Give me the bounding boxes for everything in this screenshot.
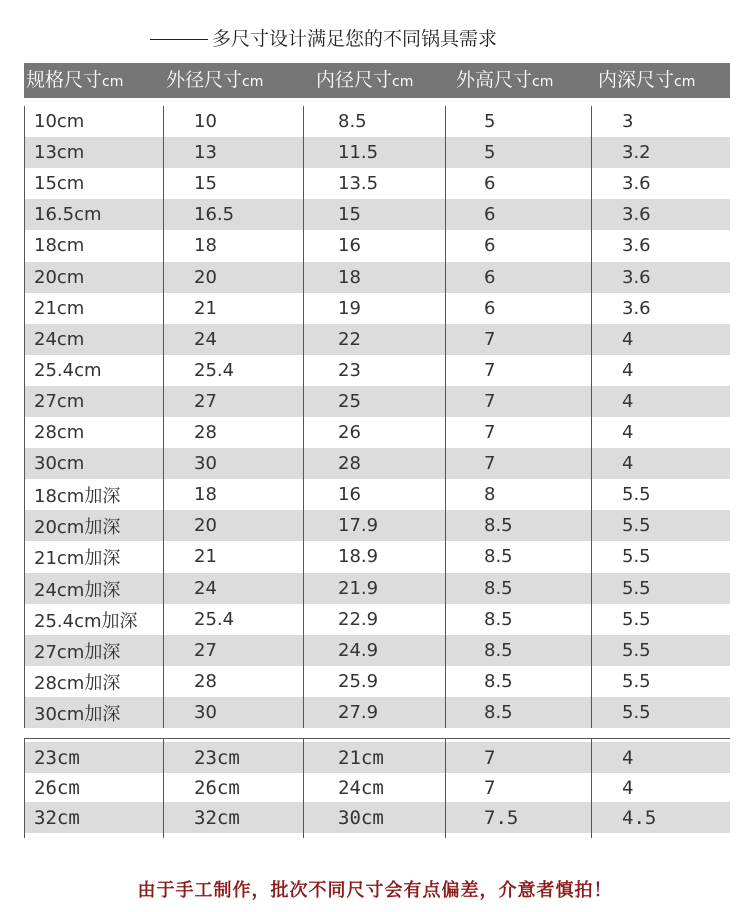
- spec-cell: 21cm: [34, 298, 85, 319]
- inner-diameter-cell: 21cm: [338, 746, 384, 769]
- column-divider: [591, 738, 592, 838]
- table-row: [24, 802, 730, 833]
- spec-cell: 27cm加深: [34, 641, 121, 663]
- spec-cell: 25.4cm加深: [34, 610, 138, 632]
- table-row: [24, 573, 730, 604]
- outer-diameter-cell: 24: [194, 578, 217, 599]
- table-row: [24, 106, 730, 137]
- inner-diameter-cell: 24cm: [338, 776, 384, 799]
- outer-diameter-cell: 27: [194, 640, 217, 661]
- outer-height-cell: 8.5: [484, 609, 513, 630]
- table-row: [24, 635, 730, 666]
- outer-diameter-cell: 23cm: [194, 746, 240, 769]
- spec-cell: 28cm加深: [34, 672, 121, 694]
- outer-diameter-cell: 18: [194, 484, 217, 505]
- column-divider: [163, 106, 164, 728]
- spec-cell: 28cm: [34, 422, 85, 443]
- inner-depth-cell: 4: [622, 422, 634, 443]
- inner-diameter-cell: 25.9: [338, 671, 379, 692]
- inner-depth-cell: 4: [622, 329, 634, 350]
- spec-cell: 25.4cm: [34, 360, 102, 381]
- inner-diameter-cell: 8.5: [338, 111, 367, 132]
- inner-depth-cell: 5.5: [622, 609, 651, 630]
- spec-cell: 27cm: [34, 391, 85, 412]
- column-divider: [445, 738, 446, 838]
- inner-diameter-cell: 18: [338, 267, 361, 288]
- outer-diameter-cell: 28: [194, 671, 217, 692]
- spec-cell: 24cm: [34, 329, 85, 350]
- inner-diameter-cell: 24.9: [338, 640, 379, 661]
- inner-depth-cell: 3: [622, 111, 634, 132]
- inner-diameter-cell: 13.5: [338, 173, 379, 194]
- inner-diameter-cell: 25: [338, 391, 361, 412]
- outer-height-cell: 7: [484, 329, 496, 350]
- inner-depth-cell: 5.5: [622, 546, 651, 567]
- header-spec: 规格尺寸cm: [26, 69, 124, 91]
- outer-height-cell: 6: [484, 298, 496, 319]
- inner-diameter-cell: 16: [338, 484, 361, 505]
- inner-depth-cell: 4: [622, 391, 634, 412]
- outer-diameter-cell: 25.4: [194, 360, 235, 381]
- spec-cell: 15cm: [34, 173, 85, 194]
- table-row: [24, 742, 730, 773]
- outer-diameter-cell: 27: [194, 391, 217, 412]
- inner-diameter-cell: 19: [338, 298, 361, 319]
- table-row: [24, 541, 730, 572]
- inner-depth-cell: 5.5: [622, 578, 651, 599]
- outer-diameter-cell: 24: [194, 329, 217, 350]
- table-row: [24, 510, 730, 541]
- table-row: [24, 666, 730, 697]
- table-row: [24, 448, 730, 479]
- table-row: [24, 230, 730, 261]
- outer-height-cell: 8.5: [484, 515, 513, 536]
- column-divider: [303, 738, 304, 838]
- inner-diameter-cell: 22: [338, 329, 361, 350]
- spec-cell: 10cm: [34, 111, 85, 132]
- outer-height-cell: 8.5: [484, 578, 513, 599]
- table-row: [24, 293, 730, 324]
- extra-size-table: [24, 738, 730, 838]
- table-header: [24, 63, 730, 98]
- outer-diameter-cell: 30: [194, 453, 217, 474]
- spec-cell: 20cm: [34, 267, 85, 288]
- table-row: [24, 324, 730, 355]
- inner-diameter-cell: 11.5: [338, 142, 379, 163]
- table-row: [24, 697, 730, 728]
- outer-height-cell: 5: [484, 142, 496, 163]
- header-outer-diameter: 外径尺寸cm: [166, 69, 264, 91]
- outer-height-cell: 5: [484, 111, 496, 132]
- page-title: [150, 26, 600, 52]
- outer-diameter-cell: 18: [194, 235, 217, 256]
- inner-diameter-cell: 17.9: [338, 515, 379, 536]
- spec-cell: 21cm加深: [34, 547, 121, 569]
- spec-cell: 20cm加深: [34, 516, 121, 538]
- outer-height-cell: 7: [484, 422, 496, 443]
- outer-diameter-cell: 15: [194, 173, 217, 194]
- spec-cell: 23cm: [34, 746, 80, 769]
- inner-depth-cell: 4: [622, 360, 634, 381]
- outer-diameter-cell: 20: [194, 515, 217, 536]
- header-inner-diameter: 内径尺寸cm: [316, 69, 414, 91]
- outer-diameter-cell: 20: [194, 267, 217, 288]
- inner-diameter-cell: 30cm: [338, 806, 384, 829]
- outer-diameter-cell: 28: [194, 422, 217, 443]
- spec-cell: 32cm: [34, 806, 80, 829]
- inner-depth-cell: 3.2: [622, 142, 651, 163]
- outer-diameter-cell: 16.5: [194, 204, 235, 225]
- outer-height-cell: 8.5: [484, 702, 513, 723]
- inner-diameter-cell: 27.9: [338, 702, 379, 723]
- spec-cell: 18cm加深: [34, 485, 121, 507]
- outer-height-cell: 8.5: [484, 640, 513, 661]
- outer-diameter-cell: 32cm: [194, 806, 240, 829]
- outer-height-cell: 7.5: [484, 806, 519, 829]
- table-row: [24, 479, 730, 510]
- outer-height-cell: 7: [484, 453, 496, 474]
- inner-depth-cell: 3.6: [622, 204, 651, 225]
- column-divider: [303, 106, 304, 728]
- inner-diameter-cell: 18.9: [338, 546, 379, 567]
- spec-cell: 13cm: [34, 142, 85, 163]
- table-row: [24, 199, 730, 230]
- outer-height-cell: 7: [484, 776, 496, 799]
- table-row: [24, 355, 730, 386]
- inner-diameter-cell: 23: [338, 360, 361, 381]
- inner-depth-cell: 4: [622, 776, 634, 799]
- inner-depth-cell: 5.5: [622, 484, 651, 505]
- table-row: [24, 137, 730, 168]
- table-row: [24, 772, 730, 803]
- inner-depth-cell: 5.5: [622, 671, 651, 692]
- outer-diameter-cell: 13: [194, 142, 217, 163]
- inner-diameter-cell: 15: [338, 204, 361, 225]
- table-left-border: [24, 106, 25, 728]
- inner-depth-cell: 3.6: [622, 267, 651, 288]
- inner-depth-cell: 3.6: [622, 173, 651, 194]
- spec-cell: 18cm: [34, 235, 85, 256]
- table-row: [24, 417, 730, 448]
- outer-height-cell: 6: [484, 173, 496, 194]
- table-row: [24, 168, 730, 199]
- outer-diameter-cell: 21: [194, 298, 217, 319]
- column-divider: [163, 738, 164, 838]
- inner-depth-cell: 3.6: [622, 235, 651, 256]
- inner-depth-cell: 4: [622, 453, 634, 474]
- outer-diameter-cell: 21: [194, 546, 217, 567]
- outer-height-cell: 8.5: [484, 546, 513, 567]
- outer-diameter-cell: 30: [194, 702, 217, 723]
- title-text: 多尺寸设计满足您的不同锅具需求: [212, 28, 498, 50]
- outer-height-cell: 8.5: [484, 671, 513, 692]
- inner-diameter-cell: 26: [338, 422, 361, 443]
- spec-cell: 24cm加深: [34, 579, 121, 601]
- outer-diameter-cell: 26cm: [194, 776, 240, 799]
- spec-cell: 30cm: [34, 453, 85, 474]
- inner-depth-cell: 4.5: [622, 806, 657, 829]
- table-row: [24, 262, 730, 293]
- outer-height-cell: 7: [484, 746, 496, 769]
- size-table: [24, 106, 730, 728]
- spec-cell: 30cm加深: [34, 703, 121, 725]
- inner-diameter-cell: 28: [338, 453, 361, 474]
- header-outer-height: 外高尺寸cm: [456, 69, 554, 91]
- spec-cell: 26cm: [34, 776, 80, 799]
- outer-height-cell: 6: [484, 235, 496, 256]
- header-inner-depth: 内深尺寸cm: [598, 69, 696, 91]
- inner-depth-cell: 5.5: [622, 702, 651, 723]
- outer-height-cell: 6: [484, 267, 496, 288]
- inner-diameter-cell: 22.9: [338, 609, 379, 630]
- inner-depth-cell: 4: [622, 746, 634, 769]
- spec-cell: 16.5cm: [34, 204, 102, 225]
- table-left-border: [24, 738, 25, 838]
- outer-diameter-cell: 10: [194, 111, 217, 132]
- footer-note: 由于手工制作，批次不同尺寸会有点偏差，介意者慎拍！: [137, 880, 613, 901]
- column-divider: [591, 106, 592, 728]
- inner-diameter-cell: 21.9: [338, 578, 379, 599]
- outer-height-cell: 8: [484, 484, 496, 505]
- inner-depth-cell: 5.5: [622, 640, 651, 661]
- table-row: [24, 386, 730, 417]
- outer-height-cell: 7: [484, 360, 496, 381]
- outer-height-cell: 7: [484, 391, 496, 412]
- inner-depth-cell: 3.6: [622, 298, 651, 319]
- title-dash-decoration: [150, 39, 208, 40]
- inner-depth-cell: 5.5: [622, 515, 651, 536]
- column-divider: [445, 106, 446, 728]
- outer-diameter-cell: 25.4: [194, 609, 235, 630]
- outer-height-cell: 6: [484, 204, 496, 225]
- inner-diameter-cell: 16: [338, 235, 361, 256]
- table-row: [24, 604, 730, 635]
- table-top-border: [24, 738, 730, 739]
